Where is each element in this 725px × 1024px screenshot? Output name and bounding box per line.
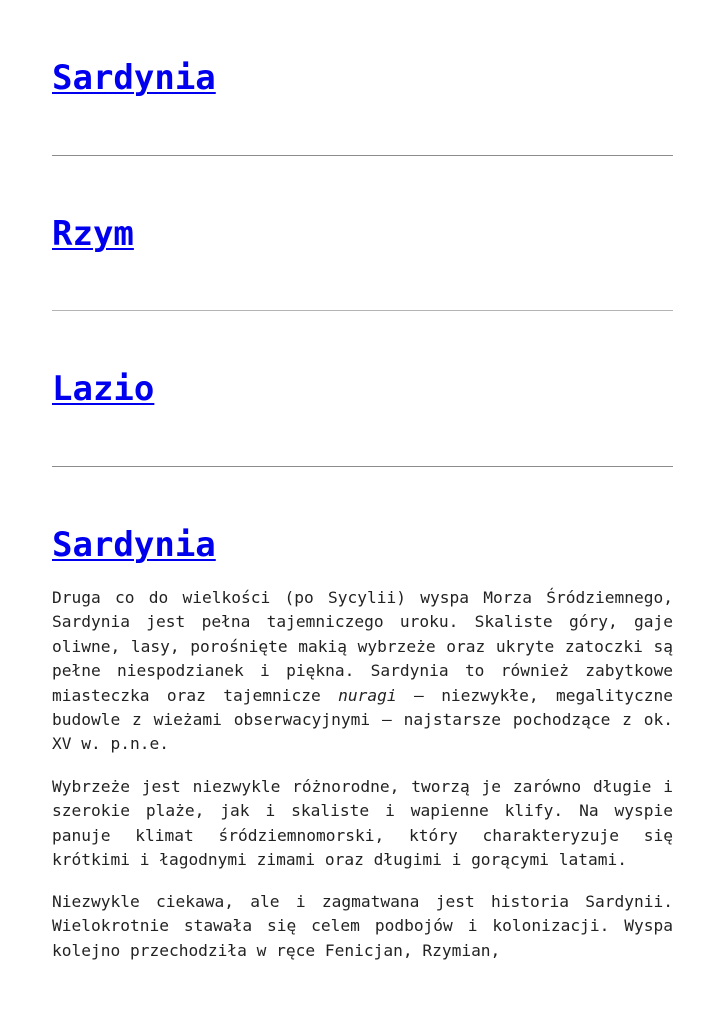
lazio-link[interactable]: Lazio: [52, 369, 155, 409]
section-title: [52, 525, 216, 565]
heading-rzym-link: [52, 214, 134, 254]
section-title-link[interactable]: Sardynia: [52, 525, 216, 565]
paragraph-history-text: Niezwykle ciekawa, ale i zagmatwana jest historia Sardynii. Wielokrotnie stawała się celem podbojów i kolonizacji. Wyspa kolejno przechodziła w ręce Fenicjan, Rzymian,: [52, 892, 673, 960]
paragraph-intro-text-end: – niezwykłe, megalityczne budowle z wieżami obserwacyjnymi – najstarsze pochodzące z ok. XV w. p.n.e.: [52, 685, 674, 754]
paragraph-intro-text: Druga co do wielkości (po Sycylii) wyspa Morza Śródziemnego, Sardynia jest pełna tajemniczego uroku. Skaliste góry, gaje oliwne, lasy, porośnięte makią wybrzeże oraz ukryte zatoczki są pełne niespodzianek i piękna. Sardynia to również zabytkowe miasteczka oraz tajemnicze: [52, 588, 673, 705]
divider: [52, 310, 673, 311]
paragraph-coast: Wybrzeże jest niezwykle różnorodne, tworzą je zarówno długie i szerokie plaże, jak i skaliste i wapienne klify. Na wyspie panuje klimat śródziemnomorski, który charakteryzuje się krótkimi i łagodnymi zimami oraz długimi i gorącymi latami.: [52, 777, 673, 870]
heading-sardynia-link: [52, 58, 216, 98]
rzym-link[interactable]: Rzym: [52, 214, 134, 254]
paragraph-intro: [52, 586, 673, 757]
sardynia-link[interactable]: Sardynia: [52, 58, 216, 98]
divider: [52, 155, 673, 156]
nuragi-term: nuragi: [338, 685, 397, 705]
paragraph-history: [52, 890, 673, 963]
heading-lazio-link: [52, 369, 154, 409]
divider: [52, 466, 673, 467]
